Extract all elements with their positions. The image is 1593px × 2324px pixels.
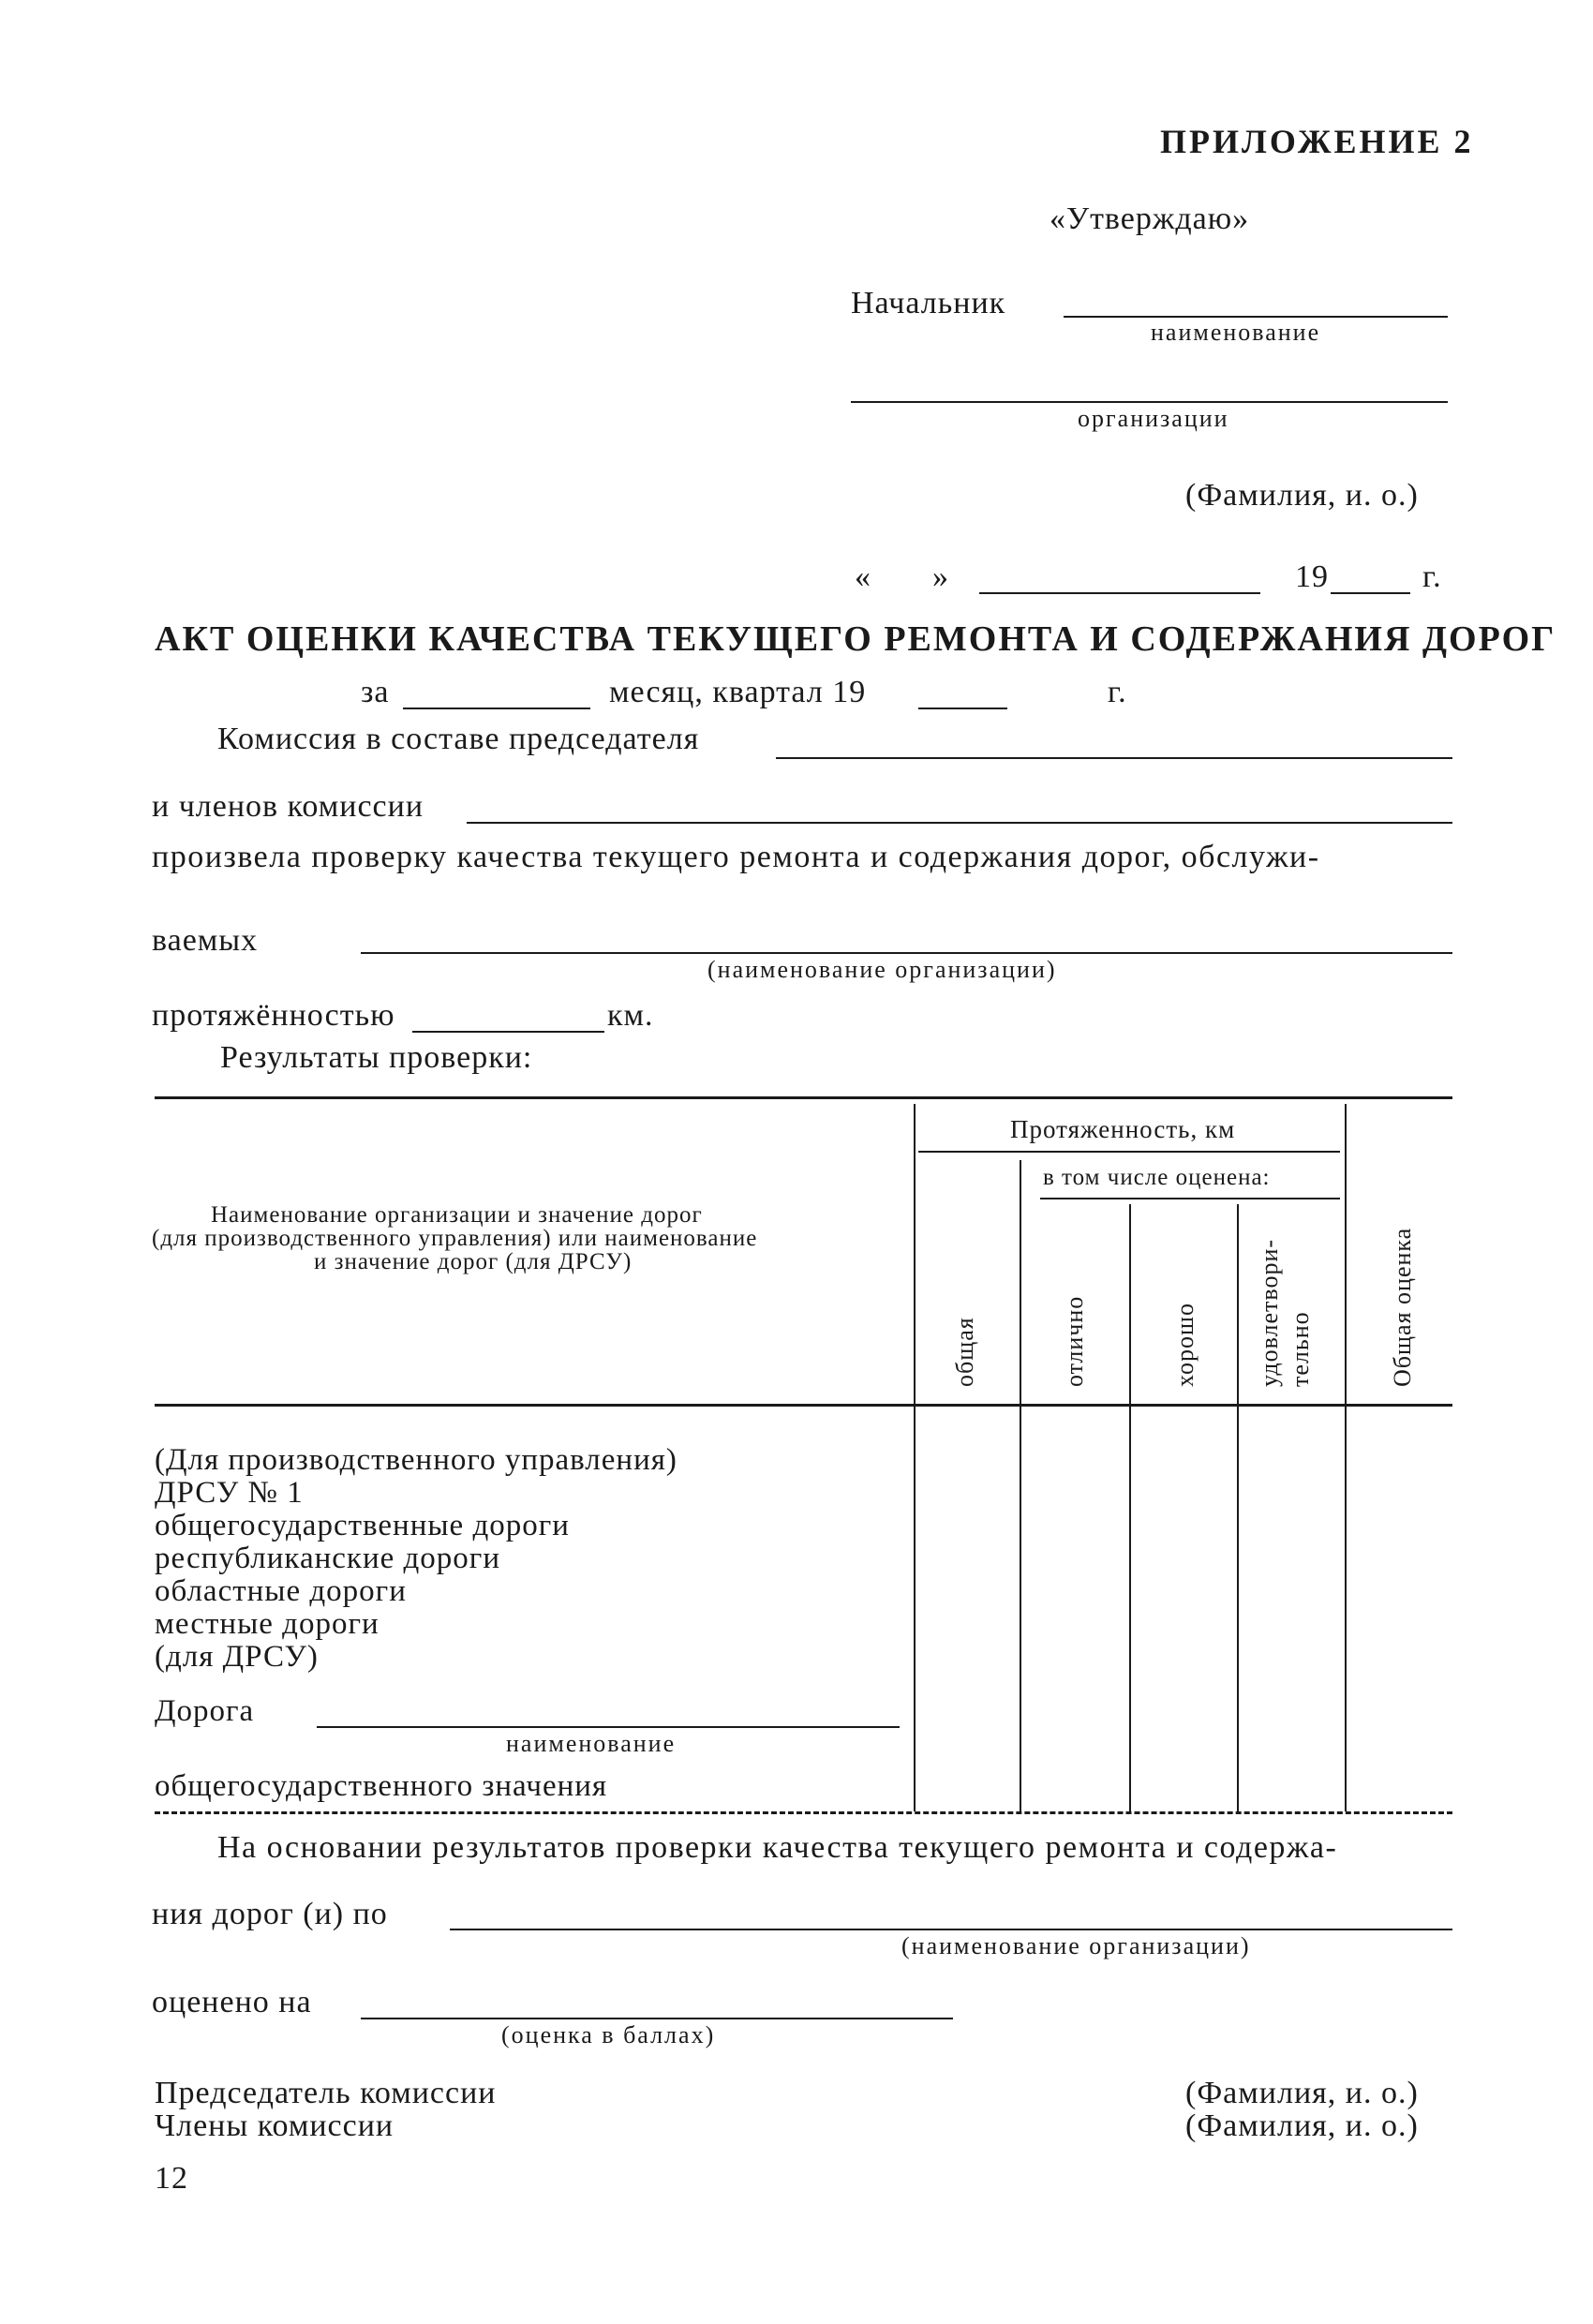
- table-header-bottom-border: [155, 1404, 1452, 1407]
- period-label: месяц, квартал 19: [609, 675, 867, 709]
- table-row: местные дороги: [155, 1607, 380, 1641]
- members-signature-label: Члены комиссии: [155, 2108, 395, 2143]
- date-quote-open: «: [855, 559, 871, 594]
- date-month-line[interactable]: [979, 592, 1260, 594]
- length-label: протяжённостью: [152, 998, 395, 1033]
- col-divider-5: [1345, 1104, 1347, 1811]
- table-row: областные дороги: [155, 1574, 407, 1608]
- date-g: г.: [1422, 559, 1442, 594]
- col-name-header-1: Наименование организации и значение дорог: [211, 1202, 703, 1228]
- score-caption: (оценка в баллах): [501, 2021, 716, 2048]
- length-value-line[interactable]: [412, 1031, 604, 1033]
- table-row: (для ДРСУ): [155, 1640, 319, 1674]
- col-divider-2: [1020, 1160, 1021, 1811]
- col-satisf-header-2: тельно: [1287, 1311, 1314, 1387]
- road-label: Дорога: [155, 1694, 255, 1728]
- results-label: Результаты проверки:: [220, 1040, 533, 1075]
- col-total-header: общая: [951, 1317, 978, 1387]
- served-org-line[interactable]: [361, 952, 1452, 954]
- table-row: общегосударственные дороги: [155, 1509, 570, 1542]
- col-excellent-header: отлично: [1061, 1295, 1088, 1387]
- including-underline: [1040, 1198, 1340, 1199]
- members-fio: (Фамилия, и. о.): [1185, 2108, 1419, 2143]
- chairman-name-line[interactable]: [776, 757, 1452, 759]
- basis-org-caption: (наименование организации): [901, 1932, 1251, 1959]
- road-significance: общегосударственного значения: [155, 1769, 608, 1803]
- served-org-caption: (наименование организации): [707, 956, 1057, 983]
- col-divider-3: [1129, 1204, 1131, 1811]
- period-g: г.: [1108, 675, 1127, 709]
- served-label: ваемых: [152, 923, 259, 958]
- page-number: 12: [155, 2161, 188, 2196]
- chairman-signature-label: Председатель комиссии: [155, 2076, 497, 2110]
- col-good-header: хорошо: [1171, 1302, 1198, 1387]
- basis-org-line[interactable]: [450, 1929, 1452, 1930]
- col-name-header-3: и значение дорог (для ДРСУ): [314, 1249, 633, 1274]
- date-quote-close: »: [932, 559, 949, 594]
- chief-name-line[interactable]: [1064, 316, 1448, 318]
- act-title: АКТ ОЦЕНКИ КАЧЕСТВА ТЕКУЩЕГО РЕМОНТА И СОДЕРЖАНИЯ ДОРОГ: [155, 619, 1556, 659]
- length-header-underline: [918, 1151, 1340, 1153]
- table-row: (Для производственного управления): [155, 1443, 677, 1477]
- date-year-line[interactable]: [1331, 592, 1410, 594]
- org-caption: организации: [1078, 405, 1229, 432]
- members-names-line[interactable]: [467, 822, 1452, 824]
- including-header: в том числе оценена:: [1043, 1165, 1271, 1190]
- rated-label: оценено на: [152, 1985, 312, 2019]
- commission-label: Комиссия в составе председателя: [217, 722, 700, 756]
- col-divider-1: [914, 1104, 916, 1811]
- basis-line-2: ния дорог (и) по: [152, 1897, 388, 1931]
- org-name-line[interactable]: [851, 401, 1448, 403]
- road-name-line[interactable]: [317, 1726, 900, 1728]
- basis-line-1: На основании результатов проверки качества текущего ремонта и содержа-: [217, 1830, 1338, 1865]
- length-km: км.: [607, 998, 654, 1033]
- length-header: Протяженность, км: [1010, 1115, 1236, 1143]
- period-year-line[interactable]: [918, 708, 1007, 709]
- chief-label: Начальник: [851, 286, 1006, 320]
- date-year: 19: [1295, 559, 1329, 594]
- table-bottom-dashed-border: [155, 1811, 1452, 1814]
- col-satisf-header-1: удовлетвори-: [1256, 1238, 1283, 1387]
- approve-label: «Утверждаю»: [1050, 201, 1250, 236]
- name-caption: наименование: [1151, 319, 1321, 346]
- check-line: произвела проверку качества текущего ремонта и содержания дорог, обслужи-: [152, 840, 1320, 874]
- members-label: и членов комиссии: [152, 789, 424, 824]
- col-name-header-2: (для производственного управления) или наименование: [152, 1226, 758, 1251]
- table-row: республиканские дороги: [155, 1542, 500, 1575]
- score-line[interactable]: [361, 2018, 953, 2019]
- period-za: за: [361, 675, 390, 709]
- period-month-line[interactable]: [403, 708, 590, 709]
- table-row: ДРСУ № 1: [155, 1476, 304, 1510]
- col-divider-4: [1237, 1204, 1239, 1811]
- road-name-caption: наименование: [506, 1730, 677, 1757]
- chief-fio: (Фамилия, и. о.): [1185, 478, 1419, 513]
- chairman-fio: (Фамилия, и. о.): [1185, 2076, 1419, 2110]
- col-overall-header: Общая оценка: [1389, 1227, 1416, 1387]
- appendix-title: ПРИЛОЖЕНИЕ 2: [1160, 123, 1474, 160]
- table-top-border: [155, 1096, 1452, 1099]
